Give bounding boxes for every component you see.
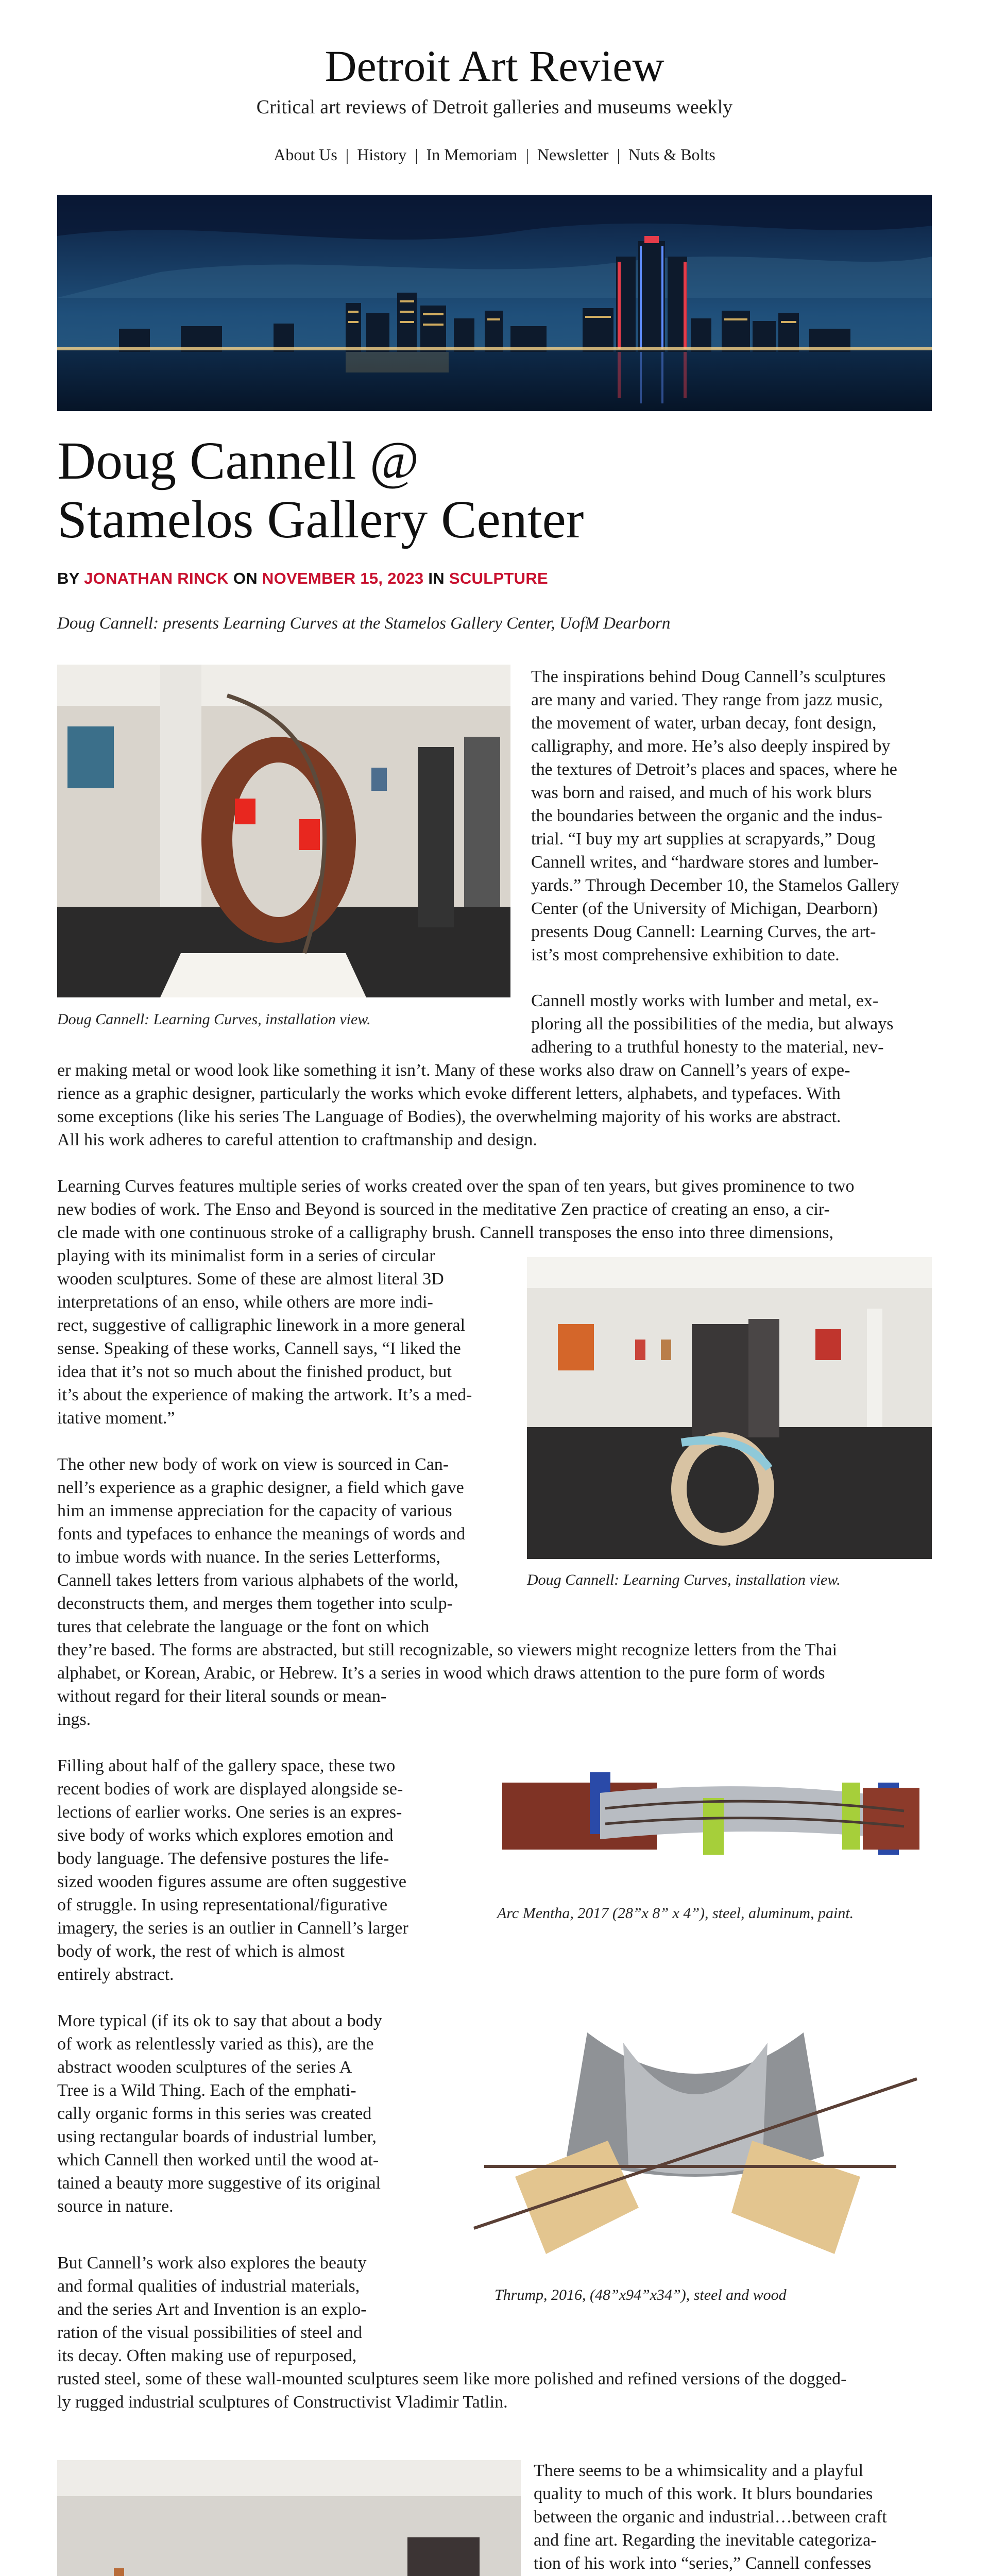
- paragraph-4-line: without regard for their literal sounds or mean-: [57, 1687, 387, 1706]
- paragraph-3-line: rect, suggestive of calligraphic linework in a more general: [57, 1316, 466, 1335]
- paragraph-3-line: interpretations of an enso, while others are more indi-: [57, 1293, 433, 1312]
- paragraph-3-line: wooden sculptures. Some of these are almost literal 3D: [57, 1269, 444, 1289]
- paragraph-7-line: and the series Art and Invention is an explo-: [57, 2300, 367, 2319]
- artwork-thrump: [453, 2012, 937, 2269]
- paragraph-4-line: Cannell takes letters from various alphabets of the world,: [57, 1571, 458, 1590]
- paragraph-5-line: lections of earlier works. One series is an expres-: [57, 1803, 402, 1822]
- paragraph-2-line: rience as a graphic designer, particularly the works which evoke different letters, alphabets, and typefaces. With: [57, 1084, 841, 1103]
- installation-photo-2-image: [527, 1257, 932, 1559]
- paragraph-6-line: abstract wooden sculptures of the series A: [57, 2058, 352, 2077]
- nav-separator: |: [415, 145, 418, 164]
- paragraph-2-bottom: [57, 1059, 933, 1151]
- article-title-line-2: Stamelos Gallery Center: [57, 490, 584, 550]
- paragraph-1-line: are many and varied. They range from jazz music,: [531, 690, 883, 709]
- paragraph-1: [531, 665, 933, 967]
- paragraph-6-line: of work as relentlessly varied as this), are the: [57, 2035, 374, 2054]
- paragraph-7-line: ration of the visual possibilities of steel and: [57, 2323, 363, 2342]
- paragraph-7-line: its decay. Often making use of repurposed,: [57, 2346, 357, 2365]
- installation-photo-1-image: [57, 665, 510, 997]
- paragraph-7-bottom: [57, 2367, 933, 2414]
- byline-by: BY: [57, 569, 80, 587]
- nav-nuts-and-bolts[interactable]: Nuts & Bolts: [628, 145, 715, 164]
- artwork-arc-mentha: [487, 1752, 930, 1875]
- paragraph-4-line: they’re based. The forms are abstracted, but still recognizable, so viewers might recognize letters from the Thai: [57, 1640, 838, 1659]
- caption-installation-2: Doug Cannell: Learning Curves, installation view.: [527, 1571, 841, 1588]
- paragraph-3-line: cle made with one continuous stroke of a calligraphy brush. Cannell transposes the enso into three dimensions,: [57, 1223, 833, 1242]
- installation-photo-3: [57, 2460, 521, 2576]
- paragraph-5-line: entirely abstract.: [57, 1965, 174, 1984]
- nav-in-memoriam[interactable]: In Memoriam: [426, 145, 518, 164]
- paragraph-4-line: The other new body of work on view is sourced in Can-: [57, 1455, 449, 1474]
- paragraph-6-line: which Cannell then worked until the wood at-: [57, 2150, 379, 2170]
- byline-on: ON: [233, 569, 258, 587]
- paragraph-1-line: ist’s most comprehensive exhibition to date.: [531, 945, 840, 964]
- paragraph-6-line: using rectangular boards of industrial lumber,: [57, 2127, 377, 2146]
- paragraph-2-line: adhering to a truthful honesty to the material, nev-: [531, 1038, 884, 1057]
- installation-photo-2: [527, 1257, 932, 1559]
- paragraph-2-line: er making metal or wood look like something it isn’t. Many of these works also draw on Cannell’s years of expe-: [57, 1061, 850, 1080]
- date-link[interactable]: NOVEMBER 15, 2023: [262, 569, 424, 587]
- paragraph-4-top: [57, 1453, 510, 1638]
- nav-about-us[interactable]: About Us: [274, 145, 337, 164]
- paragraph-6-line: Tree is a Wild Thing. Each of the emphati-: [57, 2081, 356, 2100]
- paragraph-6-line: More typical (if its ok to say that about a body: [57, 2011, 382, 2030]
- main-nav: [0, 145, 989, 164]
- paragraph-8-line: and fine art. Regarding the inevitable categoriza-: [534, 2531, 877, 2550]
- nav-separator: |: [617, 145, 620, 164]
- paragraph-1-line: Cannell writes, and “hardware stores and lumber-: [531, 853, 879, 872]
- paragraph-1-line: the textures of Detroit’s places and spaces, where he: [531, 760, 897, 779]
- paragraph-3-line: Learning Curves features multiple series of works created over the span of ten years, but gives prominence to two: [57, 1177, 855, 1196]
- paragraph-3-line: sense. Speaking of these works, Cannell says, “I liked the: [57, 1339, 461, 1358]
- hero-skyline-banner: [57, 195, 932, 411]
- paragraph-4-line: deconstructs them, and merges them together into sculp-: [57, 1594, 453, 1613]
- byline: [57, 569, 548, 588]
- paragraph-2-line: some exceptions (like his series The Language of Bodies), the overwhelming majority of his works are abstract.: [57, 1107, 841, 1126]
- site-tagline: Critical art reviews of Detroit galleries and museums weekly: [256, 96, 733, 118]
- paragraph-1-line: Center (of the University of Michigan, Dearborn): [531, 899, 878, 918]
- paragraph-4-line: ings.: [57, 1710, 91, 1729]
- paragraph-4-line: tures that celebrate the language or the font on which: [57, 1617, 430, 1636]
- paragraph-7-line: ly rugged industrial sculptures of Constructivist Vladimir Tatlin.: [57, 2393, 508, 2412]
- paragraph-1-line: calligraphy, and more. He’s also deeply inspired by: [531, 737, 891, 756]
- paragraph-5-line: sized wooden figures assume are often suggestive: [57, 1872, 406, 1891]
- paragraph-5: [57, 1754, 428, 1986]
- paragraph-1-line: the boundaries between the organic and the indus-: [531, 806, 882, 825]
- caption-installation-1: Doug Cannell: Learning Curves, installation view.: [57, 1011, 371, 1028]
- paragraph-2-line: ploring all the possibilities of the media, but always: [531, 1014, 894, 1033]
- paragraph-7-line: rusted steel, some of these wall-mounted sculptures seem like more polished and refined versions of the dogged-: [57, 2369, 847, 2388]
- paragraph-5-line: sive body of works which explores emotion and: [57, 1826, 394, 1845]
- author-link[interactable]: JONATHAN RINCK: [84, 569, 229, 587]
- paragraph-7-top: [57, 2251, 428, 2367]
- category-link[interactable]: SCULPTURE: [449, 569, 549, 587]
- paragraph-8-line: There seems to be a whimsicality and a playful: [534, 2461, 864, 2480]
- paragraph-5-line: imagery, the series is an outlier in Cannell’s larger: [57, 1919, 408, 1938]
- thrump-image: [453, 2012, 937, 2269]
- paragraph-4-line: fonts and typefaces to enhance the meanings of words and: [57, 1524, 466, 1544]
- paragraph-3-bottom: [57, 1244, 510, 1430]
- paragraph-8-line: tion of his work into “series,” Cannell confesses: [534, 2554, 872, 2573]
- paragraph-5-line: recent bodies of work are displayed alongside se-: [57, 1780, 403, 1799]
- paragraph-2-line: All his work adheres to careful attention to craftmanship and design.: [57, 1130, 537, 1149]
- paragraph-5-line: body language. The defensive postures the life-: [57, 1849, 389, 1868]
- paragraph-4-line: him an immense appreciation for the capacity of various: [57, 1501, 452, 1520]
- paragraph-4-line: alphabet, or Korean, Arabic, or Hebrew. It’s a series in wood which draws attention to the pure form of words: [57, 1664, 825, 1683]
- byline-in: IN: [428, 569, 445, 587]
- paragraph-1-line: was born and raised, and much of his work blurs: [531, 783, 872, 802]
- nav-history[interactable]: History: [357, 145, 407, 164]
- paragraph-6: [57, 2009, 418, 2218]
- caption-thrump: Thrump, 2016, (48”x94”x34”), steel and wood: [494, 2286, 787, 2303]
- paragraph-2-top: [531, 989, 933, 1059]
- installation-photo-3-image: [57, 2460, 521, 2576]
- paragraph-6-line: tained a beauty more suggestive of its original: [57, 2174, 381, 2193]
- paragraph-4-line: to imbue words with nuance. In the series Letterforms,: [57, 1548, 441, 1567]
- paragraph-7-line: But Cannell’s work also explores the beauty: [57, 2253, 367, 2273]
- paragraph-7-line: and formal qualities of industrial materials,: [57, 2277, 360, 2296]
- nav-separator: |: [345, 145, 349, 164]
- paragraph-8: [534, 2459, 930, 2576]
- caption-arc-mentha: Arc Mentha, 2017 (28”x 8” x 4”), steel, aluminum, paint.: [497, 1905, 854, 1922]
- article-title-line-1: Doug Cannell @: [57, 431, 419, 490]
- site-title[interactable]: Detroit Art Review: [325, 41, 664, 91]
- paragraph-3-line: playing with its minimalist form in a series of circular: [57, 1246, 435, 1265]
- article-title: [57, 432, 881, 550]
- installation-photo-1: [57, 665, 510, 997]
- paragraph-1-line: trial. “I buy my art supplies at scrapyards,” Doug: [531, 829, 876, 849]
- paragraph-5-line: body of work, the rest of which is almost: [57, 1942, 345, 1961]
- paragraph-3-line: itative moment.”: [57, 1409, 175, 1428]
- paragraph-1-line: presents Doug Cannell: Learning Curves, the art-: [531, 922, 876, 941]
- nav-separator: |: [525, 145, 529, 164]
- paragraph-4-bottom: [57, 1638, 933, 1731]
- paragraph-6-line: cally organic forms in this series was created: [57, 2104, 372, 2123]
- paragraph-3-line: it’s about the experience of making the artwork. It’s a med-: [57, 1385, 472, 1404]
- paragraph-1-line: yards.” Through December 10, the Stamelos Gallery: [531, 876, 900, 895]
- paragraph-3-line: idea that it’s not so much about the finished product, but: [57, 1362, 452, 1381]
- paragraph-5-line: of struggle. In using representational/figurative: [57, 1895, 388, 1914]
- paragraph-3-top: [57, 1175, 933, 1244]
- paragraph-1-line: the movement of water, urban decay, font design,: [531, 714, 877, 733]
- nav-newsletter[interactable]: Newsletter: [537, 145, 609, 164]
- paragraph-5-line: Filling about half of the gallery space, these two: [57, 1756, 396, 1775]
- detroit-skyline-image: [57, 195, 932, 411]
- paragraph-2-line: Cannell mostly works with lumber and metal, ex-: [531, 991, 879, 1010]
- paragraph-4-line: nell’s experience as a graphic designer, a field which gave: [57, 1478, 464, 1497]
- paragraph-3-line: new bodies of work. The Enso and Beyond is sourced in the meditative Zen practice of creating an enso, a cir-: [57, 1200, 830, 1219]
- article-subhead: Doug Cannell: presents Learning Curves at the Stamelos Gallery Center, UofM Dearborn: [57, 614, 671, 633]
- arc-mentha-image: [487, 1752, 930, 1875]
- paragraph-8-line: between the organic and industrial…between craft: [534, 2507, 887, 2527]
- paragraph-6-line: source in nature.: [57, 2197, 174, 2216]
- paragraph-1-line: The inspirations behind Doug Cannell’s sculptures: [531, 667, 886, 686]
- paragraph-8-line: quality to much of this work. It blurs boundaries: [534, 2484, 873, 2503]
